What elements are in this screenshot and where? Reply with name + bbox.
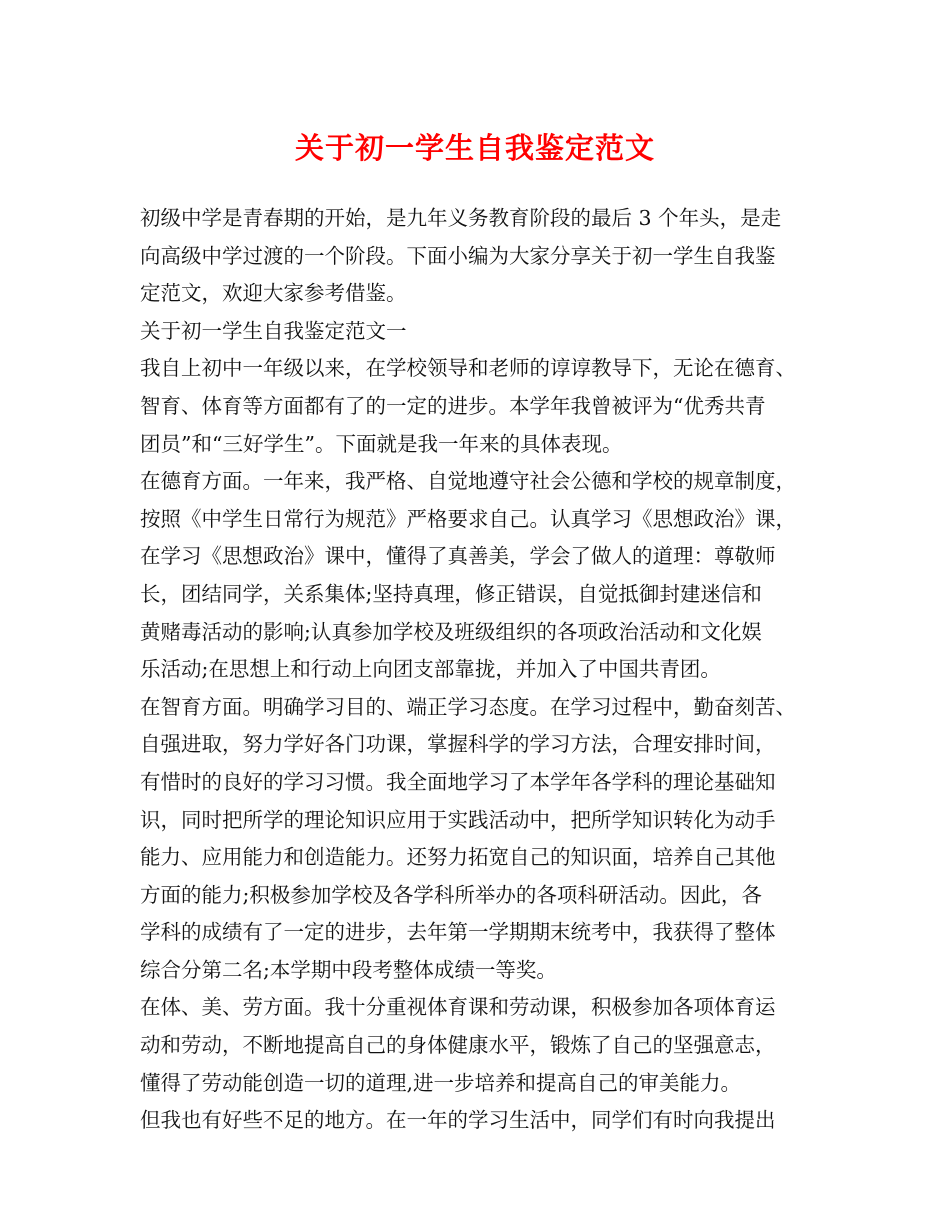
text-line: 能力、应用能力和创造能力。还努力拓宽自己的知识面，培养自己其他 [140, 845, 776, 870]
text-line: 在学习《思想政治》课中，懂得了真善美，学会了做人的道理：尊敬师 [140, 544, 776, 569]
text-line: 长，团结同学，关系集体;坚持真理，修正错误，自觉抵御封建迷信和 [140, 581, 762, 606]
text-line: 方面的能力;积极参加学校及各学科所举办的各项科研活动。因此，各 [140, 882, 762, 907]
document-title: 关于初一学生自我鉴定范文 [294, 131, 655, 165]
text-line: 但我也有好些不足的地方。在一年的学习生活中，同学们有时向我提出 [140, 1108, 776, 1133]
text-line: 识，同时把所学的理论知识应用于实践活动中，把所学知识转化为动手 [140, 807, 776, 832]
text-line: 懂得了劳动能创造一切的道理,进一步培养和提高自己的审美能力。 [140, 1070, 742, 1095]
document-body [140, 200, 820, 1140]
text-line: 在德育方面。一年来，我严格、自觉地遵守社会公德和学校的规章制度， [140, 469, 796, 494]
text-line: 我自上初中一年级以来，在学校领导和老师的谆谆教导下，无论在德育、 [140, 356, 796, 381]
text-line: 按照《中学生日常行为规范》严格要求自己。认真学习《思想政治》课， [140, 506, 796, 531]
text-line: 自强进取，努力学好各门功课，掌握科学的学习方法，合理安排时间， [140, 732, 776, 757]
text-line: 学科的成绩有了一定的进步，去年第一学期期末统考中，我获得了整体 [140, 920, 776, 945]
text-line: 综合分第二名;本学期中段考整体成绩一等奖。 [140, 957, 557, 982]
text-line: 智育、体育等方面都有了的一定的进步。本学年我曾被评为“优秀共青 [140, 393, 766, 418]
text-line: 黄赌毒活动的影响;认真参加学校及班级组织的各项政治活动和文化娱 [140, 619, 762, 644]
section-heading: 关于初一学生自我鉴定范文一 [140, 318, 407, 343]
text-line: 初级中学是青春期的开始，是九年义务教育阶段的最后 3 个年头，是走 [140, 206, 782, 230]
text-line: 乐活动;在思想上和行动上向团支部靠拢，并加入了中国共青团。 [140, 657, 721, 682]
text-line: 在体、美、劳方面。我十分重视体育课和劳动课，积极参加各项体育运 [140, 995, 776, 1020]
text-line: 有惜时的良好的学习习惯。我全面地学习了本学年各学科的理论基础知 [140, 769, 776, 794]
text-line: 定范文，欢迎大家参考借鉴。 [140, 281, 407, 306]
text-line: 在智育方面。明确学习目的、端正学习态度。在学习过程中，勤奋刻苦、 [140, 694, 796, 719]
text-line: 团员”和“三好学生”。下面就是我一年来的具体表现。 [140, 431, 623, 456]
text-line: 动和劳动，不断地提高自己的身体健康水平，锻炼了自己的坚强意志， [140, 1033, 776, 1058]
text-line: 向高级中学过渡的一个阶段。下面小编为大家分享关于初一学生自我鉴 [140, 243, 776, 268]
